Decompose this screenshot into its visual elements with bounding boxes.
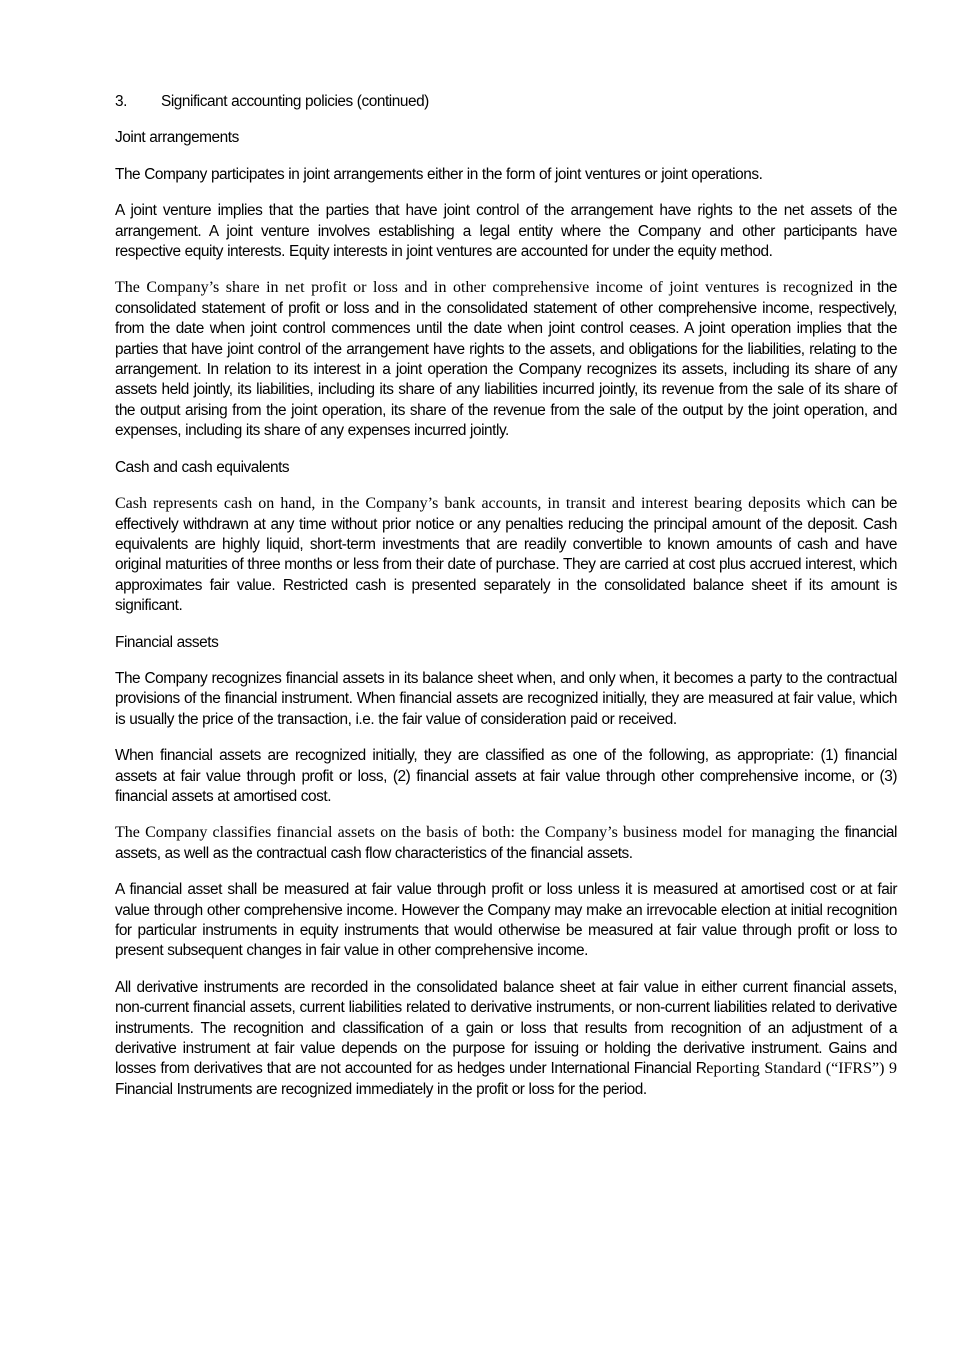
paragraph-joint-3-rest: in the consolidated statement of profit or loss and in the consolidated statement of other comprehensive income, respectively, from the date when joint control commences until the date when joint control ceases. A joint operation implies that the parties that have joint control of the arrangement have rights to the assets, and obligations for the liabilities, relating to the arrangement. In relation to its interest in a joint operation the Company recognizes its assets, including its share of any assets held jointly, its liabilities, including its share of any liabilities incurred jointly, its revenue from the sale of its share of the output arising from the joint operation, its share of the revenue from the sale of the output by the joint operation, and expenses, including its share of any expenses incurred jointly. (115, 279, 897, 440)
paragraph-cash-1 (115, 494, 897, 616)
paragraph-joint-1: The Company participates in joint arrangements either in the form of joint ventures or joint operations. (115, 165, 763, 183)
paragraph-fa-4: A financial asset shall be measured at fair value through profit or loss unless it is measured at amortised cost or at fair value through other comprehensive income. However the Company may make an irrevocable election at initial recognition for particular instruments in equity instruments that would otherwise be measured at fair value through profit or loss to present subsequent changes in fair value in other comprehensive income. (115, 881, 897, 960)
paragraph-joint-3 (115, 278, 897, 441)
paragraph-cash-1-lead: Cash represents cash on hand, in the Company’s bank accounts, in transit and interest bearing deposits which (115, 495, 846, 513)
section-number: 3. (115, 93, 127, 110)
paragraph-fa-5-part-c: Financial Instruments are recognized immediately in the profit or loss for the period. (115, 1080, 647, 1098)
paragraph-fa-3 (115, 823, 897, 864)
paragraph-joint-3-lead: The Company’s share in net profit or loss and in other comprehensive income of joint ventures is recognized (115, 279, 854, 297)
paragraph-cash-1-rest: can be effectively withdrawn at any time without prior notice or any penalties reducing the principal amount of the deposit. Cash equivalents are highly liquid, short-term investments that are readily convertible to known amounts of cash and have original maturities of three months or less from their date of purchase. They are carried at cost plus accrued interest, which approximates fair value. Restricted cash is presented separately in the consolidated balance sheet if its amount is significant. (115, 495, 897, 615)
paragraph-fa-1: The Company recognizes financial assets in its balance sheet when, and only when, it becomes a party to the contractual provisions of the financial instrument. When financial assets are recognized initially, they are measured at fair value, which is usually the price of the transaction, i.e. the fair value of consideration paid or received. (115, 669, 897, 728)
heading-cash: Cash and cash equivalents (115, 458, 290, 476)
paragraph-fa-5-part-a: All derivative instruments are recorded in the consolidated balance sheet at fair value in either current financial assets, non-current financial assets, current liabilities related to derivative instruments, or non-current liabilities related to derivative instruments. The recognition and classification of a gain or loss that results from recognition of an adjustment of a derivative instrument at fair value depends on the purpose for issuing or holding the derivative instrument. Gains and losses from derivatives that are not accounted for as hedges under International Financial R (115, 978, 897, 1078)
heading-joint-arrangements: Joint arrangements (115, 129, 239, 147)
document-page (115, 92, 897, 1116)
section-title (115, 92, 897, 112)
paragraph-fa-5 (115, 978, 897, 1100)
section-title-text: Significant accounting policies (continued) (161, 93, 429, 110)
paragraph-fa-2: When financial assets are recognized initially, they are classified as one of the following, as appropriate: (1) financial assets at fair value through profit or loss, (2) financial assets at fair value through other comprehensive income, or (3) financial assets at amortised cost. (115, 747, 897, 805)
heading-financial-assets: Financial assets (115, 633, 219, 651)
paragraph-fa-3-lead: The Company classifies financial assets on the basis of both: the Company’s business model for managing the (115, 824, 840, 842)
paragraph-fa-5-part-b: eporting Standard (“IFRS”) 9 (706, 1060, 897, 1078)
paragraph-joint-2: A joint venture implies that the parties that have joint control of the arrangement have rights to the net assets of the arrangement. A joint venture involves establishing a legal entity where the Company and other participants have respective equity interests. Equity interests in joint ventures are accounted for under the equity method. (115, 202, 897, 261)
paragraph-fa-3-rest: financial assets, as well as the contractual cash flow characteristics of the financial assets. (115, 824, 897, 862)
